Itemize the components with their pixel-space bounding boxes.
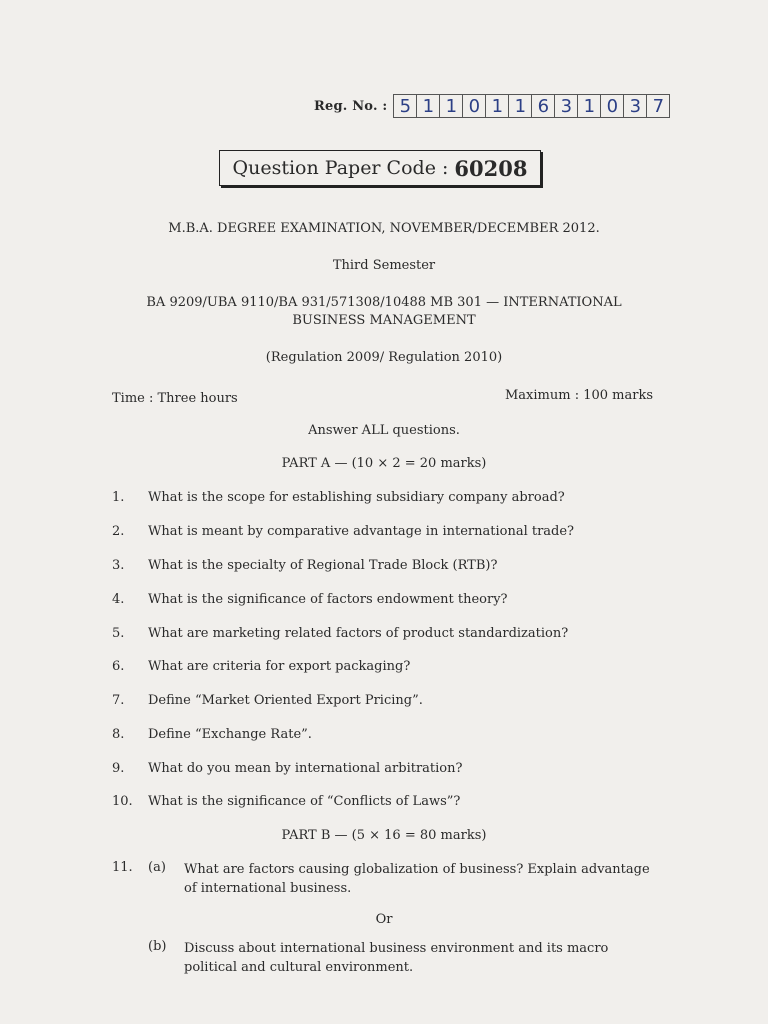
reg-digit: 0 xyxy=(462,95,485,117)
reg-digit: 1 xyxy=(416,95,439,117)
question-text: What is the significance of “Conflicts of Laws”? xyxy=(148,794,461,809)
question-text: What are marketing related factors of product standardization? xyxy=(148,626,569,641)
question-number: 1. xyxy=(112,490,125,505)
question-text: What are factors causing globalization of business? Explain advantage of international business. xyxy=(184,862,650,896)
exam-title: M.B.A. DEGREE EXAMINATION, NOVEMBER/DECEMBER 2012. xyxy=(168,221,600,236)
reg-digit: 3 xyxy=(623,95,646,117)
question-number: 4. xyxy=(112,592,125,607)
question-item xyxy=(112,490,565,505)
question-text: What is the significance of factors endowment theory? xyxy=(148,592,508,607)
question-item xyxy=(112,761,462,776)
or-separator: Or xyxy=(375,912,393,927)
reg-digit: 1 xyxy=(485,95,508,117)
time-allowed: Time : Three hours xyxy=(112,391,238,406)
question-item xyxy=(112,693,423,708)
question-item xyxy=(112,659,410,674)
reg-digit: 7 xyxy=(646,95,669,117)
question-text: What do you mean by international arbitration? xyxy=(148,761,463,776)
qpc-code: 60208 xyxy=(454,155,528,181)
regulation: (Regulation 2009/ Regulation 2010) xyxy=(265,350,503,365)
question-text: What is meant by comparative advantage in international trade? xyxy=(148,524,575,539)
course-line-2: BUSINESS MANAGEMENT xyxy=(292,313,476,328)
reg-digit: 3 xyxy=(554,95,577,117)
question-number: 6. xyxy=(112,659,125,674)
question-number: 8. xyxy=(112,727,125,742)
reg-digit: 5 xyxy=(399,95,412,117)
semester: Third Semester xyxy=(332,258,436,273)
question-paper-code-box xyxy=(219,150,541,186)
question-number: 9. xyxy=(112,761,125,776)
reg-label: Reg. No. : xyxy=(314,98,388,114)
reg-digit: 1 xyxy=(508,95,531,117)
question-item xyxy=(112,592,508,607)
question-item xyxy=(112,524,574,539)
reg-digit: 1 xyxy=(577,95,600,117)
question-number: 5. xyxy=(112,626,125,641)
question-item xyxy=(112,727,312,742)
part-b-heading: PART B — (5 × 16 = 80 marks) xyxy=(281,828,487,843)
question-number: 10. xyxy=(112,794,133,809)
reg-boxes xyxy=(393,94,670,118)
question-number: 7. xyxy=(112,693,125,708)
reg-digit: 6 xyxy=(531,95,554,117)
reg-digit: 0 xyxy=(600,95,623,117)
question-text: Define “Exchange Rate”. xyxy=(148,727,312,742)
question-text: Define “Market Oriented Export Pricing”. xyxy=(148,693,423,708)
question-item xyxy=(112,794,460,809)
course-line-1: BA 9209/UBA 9110/BA 931/571308/10488 MB 301 — INTERNATIONAL xyxy=(146,295,622,310)
qpc-label: Question Paper Code : xyxy=(232,157,449,179)
question-text: What are criteria for export packaging? xyxy=(148,659,411,674)
reg-number xyxy=(314,94,670,118)
reg-digit: 1 xyxy=(439,95,462,117)
question-text: Discuss about international business environment and its macro political and cultural environment. xyxy=(184,941,609,975)
instruction: Answer ALL questions. xyxy=(308,423,460,438)
question-number: 11. xyxy=(112,860,133,875)
subquestion-label: (b) xyxy=(148,939,167,954)
maximum-marks: Maximum : 100 marks xyxy=(505,388,654,403)
question-item xyxy=(112,558,497,573)
question-number: 2. xyxy=(112,524,125,539)
subquestion-label: (a) xyxy=(148,860,166,875)
part-a-heading: PART A — (10 × 2 = 20 marks) xyxy=(281,456,487,471)
question-text: What is the specialty of Regional Trade Block (RTB)? xyxy=(148,558,498,573)
question-number: 3. xyxy=(112,558,125,573)
question-item xyxy=(112,626,568,641)
question-text: What is the scope for establishing subsidiary company abroad? xyxy=(148,490,565,505)
